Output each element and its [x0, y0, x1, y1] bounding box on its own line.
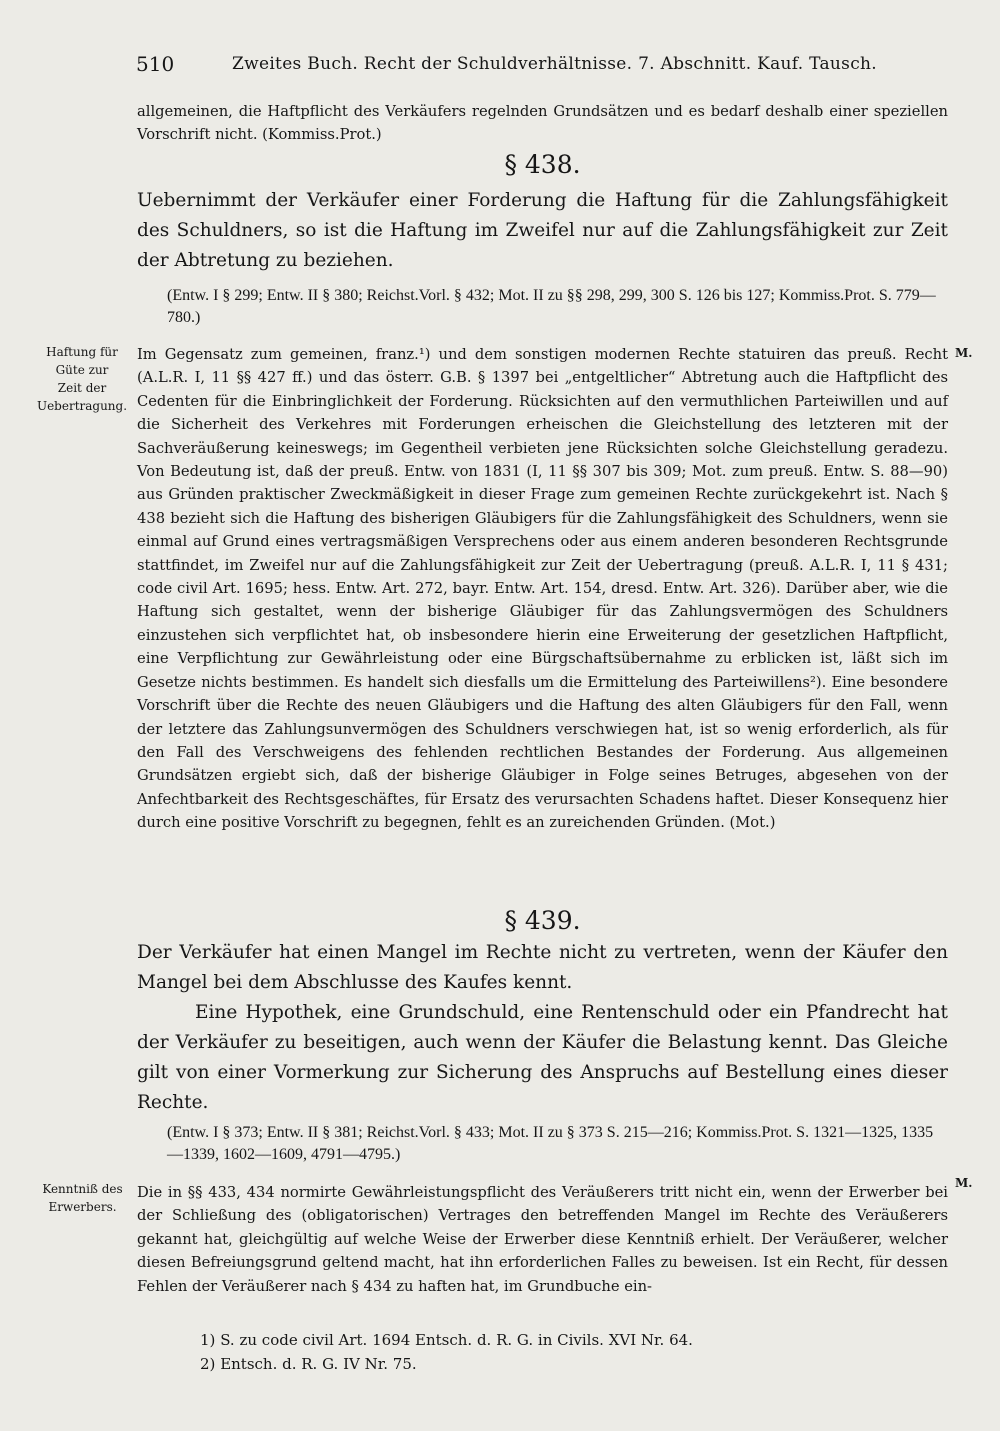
commentary-438: Im Gegensatz zum gemeinen, franz.¹) und dem sonstigen modernen Rechte statuiren das preuß. Recht (A.L.R. I, 11 §§ 427 ff.) und das österr. G.B. § 1397 bei „entgeltlicher“ Abtretung auch die Haftpflicht des Cedenten für die Einbringlichkeit der Forderung. Rücksichten auf den vermuthlichen Parteiwillen und auf die Sicherheit des Verkehres mit Forderungen erheischen die Gleichstellung des letzteren mit der Sachveräußerung keineswegs; im Gegentheil verbieten jene Rücksichten solche Gleichstellung geradezu. Von Bedeutung ist, daß der preuß. Entw. von 1831 (I, 11 §§ 307 bis 309; Mot. zum preuß. Entw. S. 88—90) aus Gründen praktischer Zweckmäßigkeit in dieser Frage zum gemeinen Rechte zurückgekehrt ist. Nach § 438 bezieht sich die Haftung des bisherigen Gläubigers für die Zahlungsfähigkeit des Schuldners, wenn sie einmal auf Grund eines vertragsmäßigen Versprechens oder aus einem anderen besonderen Rechtsgrunde stattfindet, im Zweifel nur auf die Zahlungsfähigkeit zur Zeit der Uebertragung (preuß. A.L.R. I, 11 § 431; code civil Art. 1695; hess. Entw. Art. 272, bayr. Entw. Art. 154, dresd. Entw. Art. 326). Darüber aber, wie die Haftung sich gestaltet, wenn der bisherige Gläubiger für das Zahlungsvermögen des Schuldners einzustehen sich verpflichtet hat, ob insbesondere hierin eine Erweiterung der gesetzlichen Haftpflicht, eine Verpflichtung zur Gewährleistung oder eine Bürgschaftsübernahme zu erblicken ist, läßt sich im Gesetze nichts bestimmen. Es handelt sich diesfalls um die Ermittelung des Parteiwillens²). Eine besondere Vorschrift über die Rechte des neuen Gläubigers und die Haftung des alten Gläubigers für den Fall, wenn der letztere das Zahlungsunvermögen des Schuldners verschwiegen hat, ist so wenig erforderlich, als für den Fall des Verschweigens des fehlenden rechtlichen Bestandes der Forderung. Aus allgemeinen Grundsätzen ergiebt sich, daß der bisherige Gläubiger in Folge seines Betruges, abgesehen von der Anfechtbarkeit des Rechtsgeschäftes, für Ersatz des verursachten Schadens haftet. Dieser Konsequenz hier durch eine positive Vorschrift zu begegnen, fehlt es an zureichenden Gründen. (Mot.): [137, 346, 948, 832]
section-heading-439: § 439.: [504, 906, 581, 935]
footnote-mark: 2): [200, 1355, 216, 1373]
margin-marker-438: M.: [955, 346, 973, 360]
footnote-1: [200, 1328, 693, 1352]
footnote-2: [200, 1352, 693, 1376]
commentary-439-block: [137, 1181, 948, 1298]
margin-marker-439: M.: [955, 1176, 973, 1190]
footnote-text: S. zu code civil Art. 1694 Entsch. d. R. G. in Civils. XVI Nr. 64.: [220, 1331, 693, 1349]
intro-paragraph-block: [137, 100, 948, 147]
intro-paragraph: allgemeinen, die Haftpflicht des Verkäufers regelnden Grundsätzen und es bedarf deshalb einer speziellen Vorschrift nicht. (Kommiss.Prot.): [137, 103, 948, 144]
section-438: [137, 150, 948, 179]
law-text-439-block: [137, 938, 948, 1118]
margin-note-439: Kenntniß des Erwerbers.: [42, 1182, 123, 1214]
running-title: Zweites Buch. Recht der Schuldverhältnisse. 7. Abschnitt. Kauf. Tausch.: [232, 54, 877, 74]
page-number: 510: [136, 52, 175, 76]
section-heading-438: § 438.: [504, 150, 581, 179]
commentary-439: Die in §§ 433, 434 normirte Gewährleistungspflicht des Veräußerers tritt nicht ein, wenn der Erwerber bei der Schließung des (obligatorischen) Vertrages den betreffenden Mangel im Rechte des Veräußerers gekannt hat, gleichgültig auf welche Weise der Erwerber diese Kenntniß erhielt. Der Veräußerer, welcher diesen Befreiungsgrund geltend macht, hat ihn erforderlichen Falles zu beweisen. Ist ein Recht, für dessen Fehlen der Veräußerer nach § 434 zu haften hat, im Grundbuche ein-: [137, 1184, 948, 1295]
commentary-438-block: [137, 343, 948, 835]
footnotes: [200, 1328, 693, 1376]
law-text-439-para1: Der Verkäufer hat einen Mangel im Rechte nicht zu vertreten, wenn der Käufer den Mangel bei dem Abschlusse des Kaufes kennt.: [137, 942, 948, 993]
law-text-438: Uebernimmt der Verkäufer einer Forderung die Haftung für die Zahlungsfähigkeit des Schuldners, so ist die Haftung im Zweifel nur auf die Zahlungsfähigkeit zur Zeit der Abtretung zu beziehen.: [137, 190, 948, 271]
footnote-text: Entsch. d. R. G. IV Nr. 75.: [220, 1355, 417, 1373]
footnote-mark: 1): [200, 1331, 216, 1349]
law-text-439-para2: Eine Hypothek, eine Grundschuld, eine Rentenschuld oder ein Pfandrecht hat der Verkäufer zu beseitigen, auch wenn der Käufer die Belastung kennt. Das Gleiche gilt von einer Vormerkung zur Sicherung des Anspruchs auf Bestellung eines dieser Rechte.: [137, 1002, 948, 1113]
running-header: [136, 52, 948, 82]
sources-439-block: [137, 1122, 948, 1166]
law-text-438-block: [137, 186, 948, 276]
section-439: [137, 906, 948, 935]
sources-438-block: [137, 285, 948, 329]
sources-439: (Entw. I § 373; Entw. II § 381; Reichst.Vorl. § 433; Mot. II zu § 373 S. 215—216; Kommiss.Prot. S. 1321—1325, 1335—1339, 1602—1609, 4791—4795.): [167, 1124, 934, 1163]
sources-438: (Entw. I § 299; Entw. II § 380; Reichst.Vorl. § 432; Mot. II zu §§ 298, 299, 300 S. 126 bis 127; Kommiss.Prot. S. 779—780.): [167, 287, 936, 326]
margin-note-438: Haftung für Güte zur Zeit der Uebertragung.: [36, 345, 128, 413]
